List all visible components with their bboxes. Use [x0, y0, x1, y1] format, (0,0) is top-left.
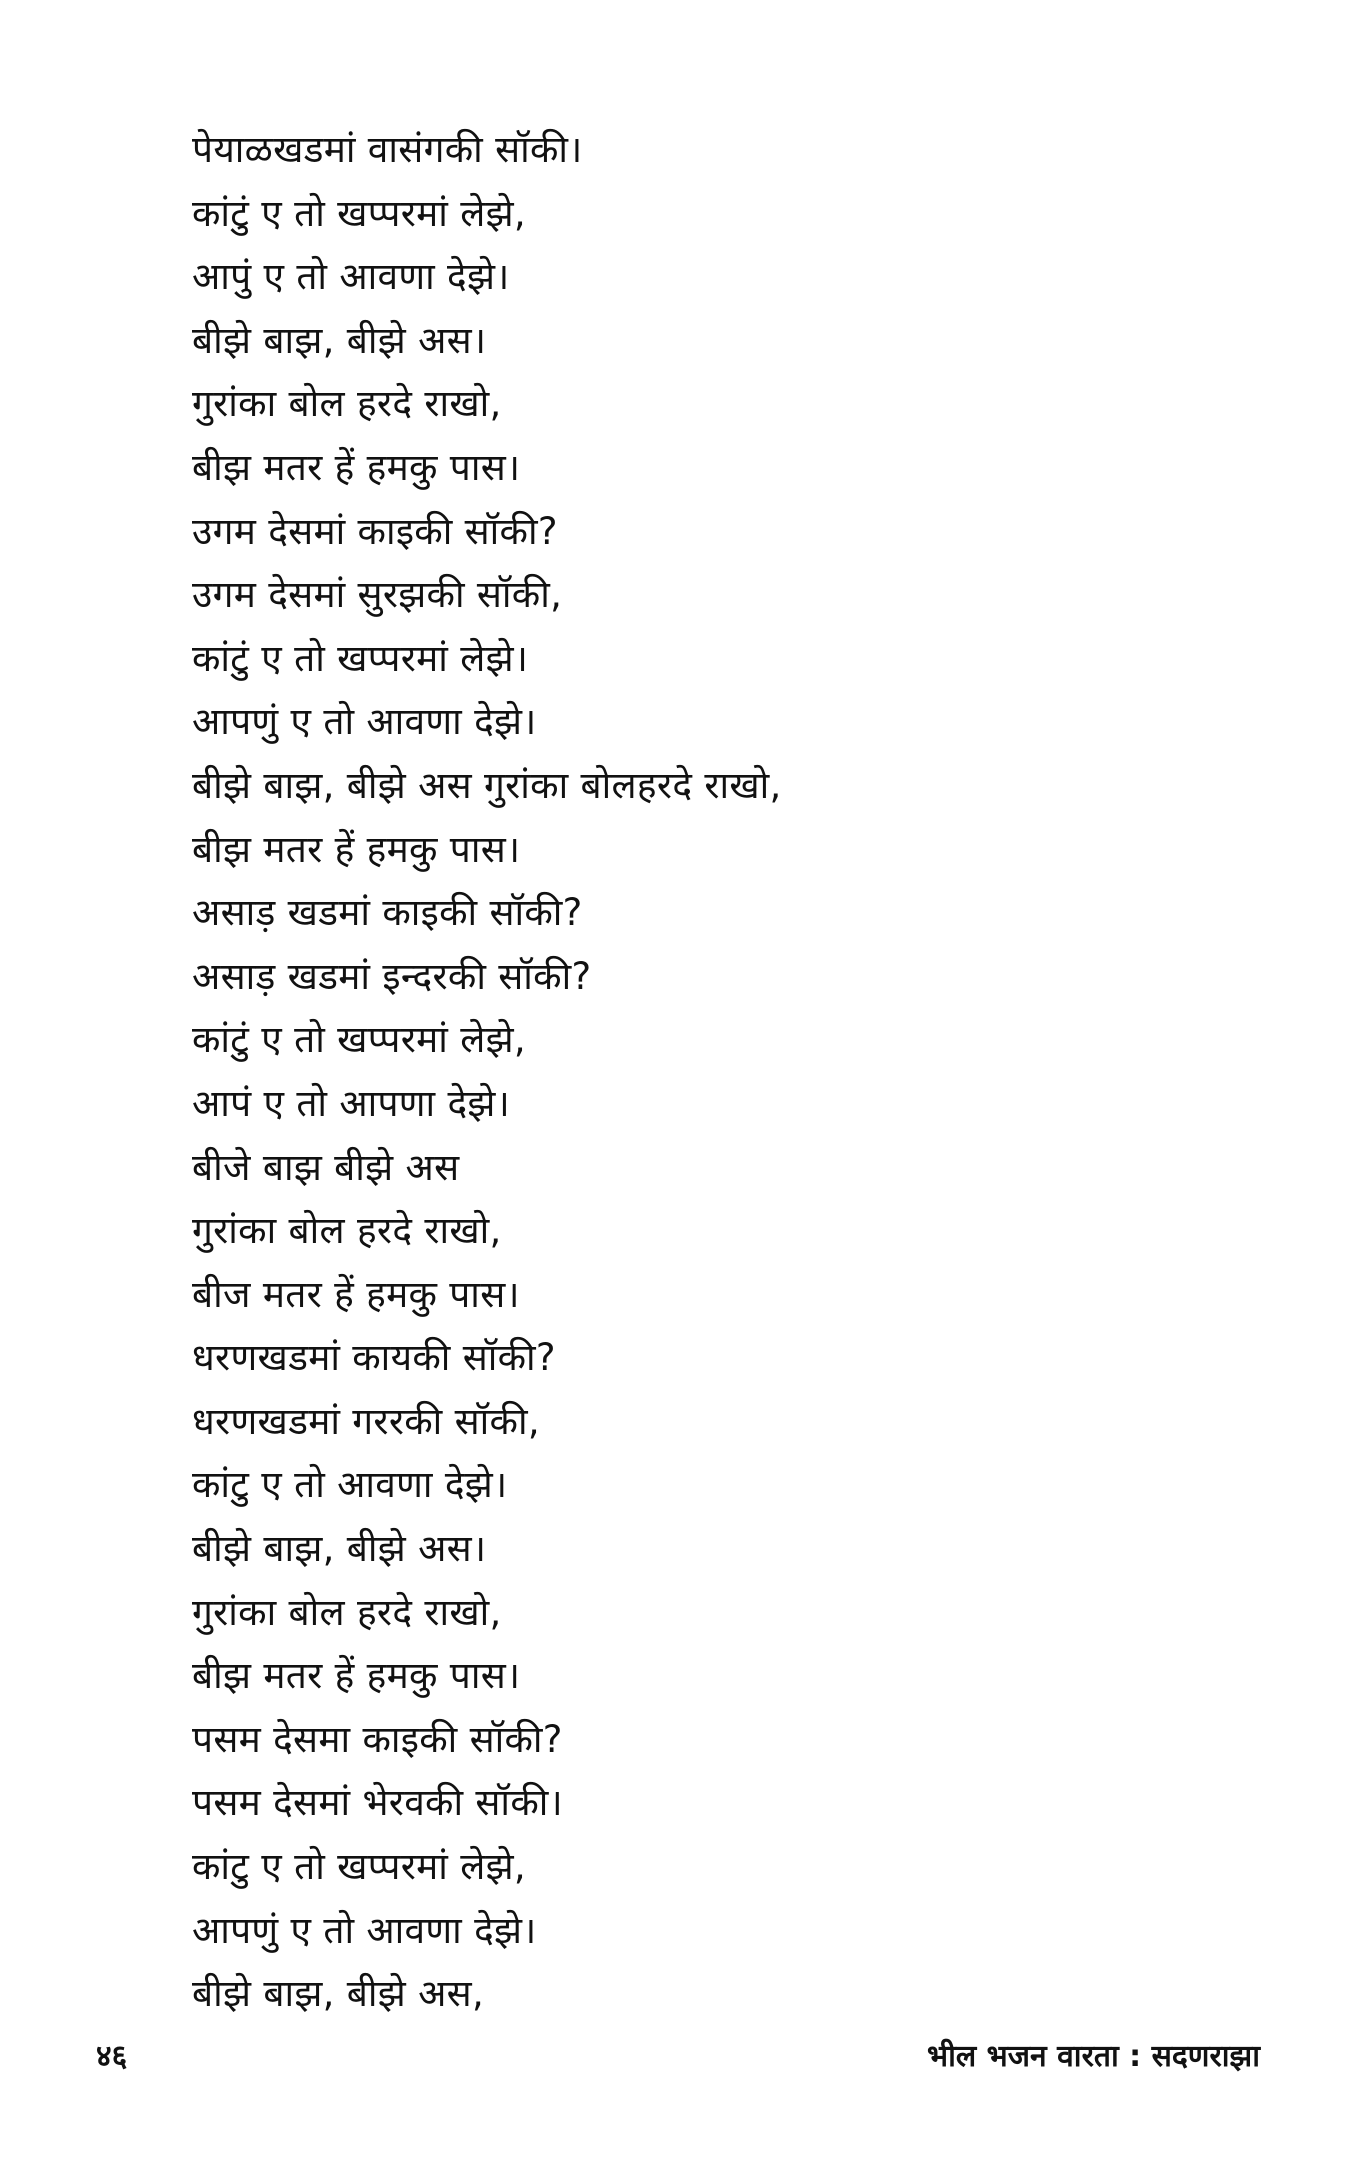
poem-line: आपुं ए तो आवणा देझे।	[192, 255, 510, 299]
poem-line: बीझ मतर हें हमकु पास।	[192, 1654, 521, 1698]
poem-line: बीझे बाझ, बीझे अस।	[192, 318, 487, 362]
poem-line: असाड़ खडमां काइकी सॉकी?	[192, 891, 583, 935]
poem-line: गुरांका बोल हरदे राखो,	[192, 1209, 502, 1253]
poem-line: पेयाळखडमां वासंगकी सॉकी।	[192, 128, 583, 171]
poem-line: बीझे बाझ, बीझे अस गुरांका बोलहरदे राखो,	[192, 763, 782, 807]
poem-line: बीज मतर हें हमकु पास।	[192, 1272, 520, 1316]
poem-line: बीझ मतर हें हमकु पास।	[192, 827, 521, 871]
poem-line: आपणुं ए तो आवणा देझे।	[192, 1908, 537, 1952]
poem-line: बीझे बाझ, बीझे अस,	[192, 1972, 485, 2016]
page-footer	[0, 2032, 1346, 2082]
poem-line: कांटु ए तो खप्परमां लेझे,	[192, 1845, 526, 1889]
poem-line: गुरांका बोल हरदे राखो,	[192, 382, 502, 426]
poem-line: कांटुं ए तो खप्परमां लेझे,	[192, 191, 526, 235]
poem-line: बीझ मतर हें हमकु पास।	[192, 445, 521, 489]
poem-line: पसम देसमां भेरवकी सॉकी।	[192, 1781, 563, 1825]
poem-text	[192, 118, 1192, 2026]
poem-line: बीजे बाझ बीझे अस	[192, 1145, 460, 1189]
poem-line: आपं ए तो आपणा देझे।	[192, 1081, 511, 1125]
poem-line: गुरांका बोल हरदे राखो,	[192, 1590, 502, 1634]
poem-line: असाड़ खडमां इन्दरकी सॉकी?	[192, 954, 592, 998]
poem-line: आपणुं ए तो आवणा देझे।	[192, 700, 537, 744]
poem-line: बीझे बाझ, बीझे अस।	[192, 1527, 487, 1571]
poem-line: कांटु ए तो आवणा देझे।	[192, 1463, 508, 1507]
poem-line: पसम देसमा काइकी सॉकी?	[192, 1717, 563, 1761]
page-number: ४६	[96, 2039, 128, 2074]
poem-line: धरणखडमां कायकी सॉकी?	[192, 1336, 556, 1380]
running-title: भील भजन वारता : सदणराझा	[927, 2039, 1260, 2074]
poem-line: उगम देसमां काइकी सॉकी?	[192, 509, 558, 553]
poem-line: कांटुं ए तो खप्परमां लेझे,	[192, 1018, 526, 1062]
poem-line: उगम देसमां सुरझकी सॉकी,	[192, 573, 563, 617]
poem-line: धरणखडमां गररकी सॉकी,	[192, 1399, 540, 1443]
poem-line: कांटुं ए तो खप्परमां लेझे।	[192, 636, 529, 680]
